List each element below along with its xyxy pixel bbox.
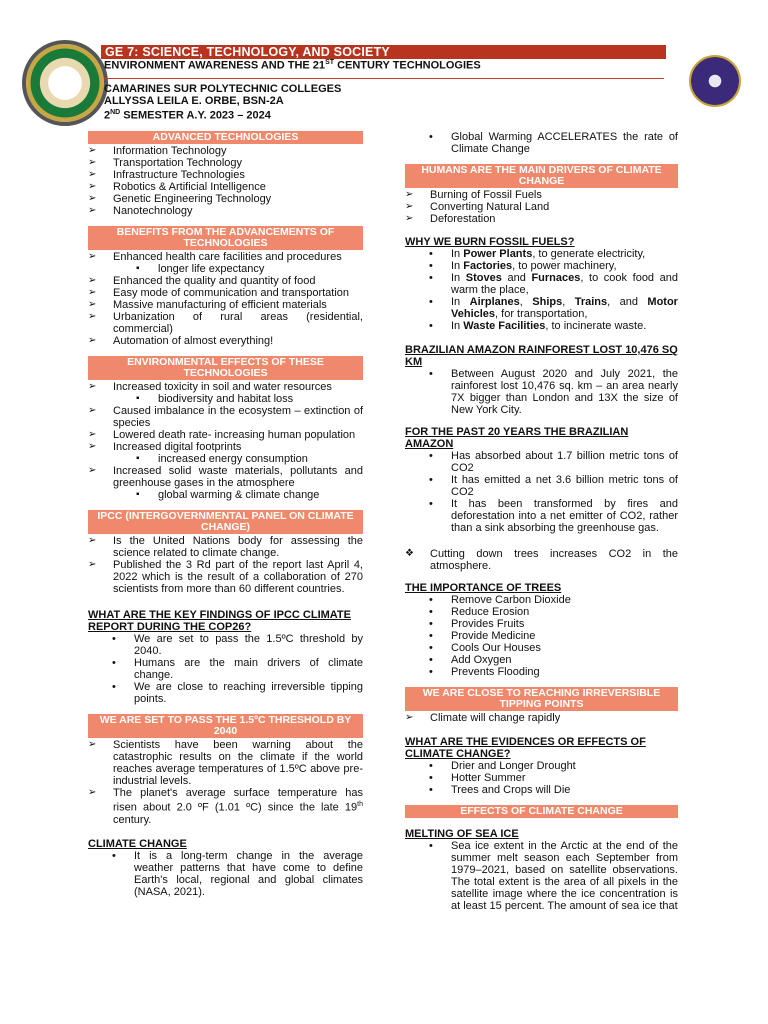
list-item: • Prevents Flooding	[405, 666, 678, 678]
list-item: • In Waste Facilities, to incinerate waste.	[405, 320, 678, 332]
topic-subtitle: ENVIRONMENT AWARENESS AND THE 21ST CENTURY TECHNOLOGIES	[104, 59, 481, 72]
list-item: ➢ Deforestation	[405, 213, 678, 225]
section-banner: WE ARE CLOSE TO REACHING IRREVERSIBLE TIPPING POINTS	[405, 687, 678, 711]
list-item: • We are close to reaching irreversible tipping points.	[88, 681, 363, 705]
list-item: ➢ Robotics & Artificial Intelligence	[88, 181, 363, 193]
list-item: ➢ Urbanization of rural areas (residential, commercial)	[88, 311, 363, 335]
list-item: ➢ Published the 3 Rd part of the report last April 4, 2022 which is the result of a collaboration of 270 scientists from more than 60 different countries.	[88, 559, 363, 595]
list-item: ➢ Increased toxicity in soil and water resources	[88, 381, 363, 393]
section-heading: THE IMPORTANCE OF TREES	[405, 582, 562, 594]
college-seal-logo	[22, 40, 108, 126]
list-item: ➢ Enhanced the quality and quantity of food	[88, 275, 363, 287]
section-banner: IPCC (INTERGOVERNMENTAL PANEL ON CLIMATE CHANGE)	[88, 510, 363, 534]
list-item: ➢ Climate will change rapidly	[405, 712, 678, 724]
list-item: • Drier and Longer Drought	[405, 760, 678, 772]
list-item: • It has emitted a net 3.6 billion metric tons of CO2	[405, 474, 678, 498]
list-item: ➢ Caused imbalance in the ecosystem – extinction of species	[88, 405, 363, 429]
threshold-list	[88, 739, 363, 826]
drivers-list	[405, 189, 678, 225]
list-item: • Sea ice extent in the Arctic at the end of the summer melt season each September from 1979–2021, based on satellite observations. The total extent is the area of all pixels in the satellite image where the ice concentration is at least 15 percent. The amount of sea ice that	[405, 840, 678, 912]
benefits-list	[88, 251, 363, 347]
section-heading: BRAZILIAN AMAZON RAINFOREST LOST 10,476 SQ KM	[405, 344, 678, 368]
trees-note	[405, 548, 678, 572]
section-heading: CLIMATE CHANGE	[88, 837, 187, 850]
section-heading: WHAT ARE THE KEY FINDINGS OF IPCC CLIMATE REPORT DURING THE COP26?	[88, 609, 351, 633]
list-item: ➢ Infrastructure Technologies	[88, 169, 363, 181]
section-banner: HUMANS ARE THE MAIN DRIVERS OF CLIMATE CHANGE	[405, 164, 678, 188]
sub-item: ▪ longer life expectancy	[88, 263, 363, 275]
author-block	[104, 83, 341, 122]
section-heading: MELTING OF SEA ICE	[405, 828, 519, 840]
list-item: ➢ Converting Natural Land	[405, 201, 678, 213]
list-item: • Reduce Erosion	[405, 606, 678, 618]
nursing-seal-logo	[689, 55, 741, 107]
list-item: • In Stoves and Furnaces, to cook food and warm the place,	[405, 272, 678, 296]
list-item: ➢ Scientists have been warning about the catastrophic results on the climate if the world reaches average temperatures of 1.5ºC above pre-industrial levels.	[88, 739, 363, 787]
key-findings-list	[88, 633, 363, 705]
list-item: • Humans are the main drivers of climate change.	[88, 657, 363, 681]
sub-item: ▪ increased energy consumption	[88, 453, 363, 465]
list-item: • Between August 2020 and July 2021, the rainforest lost 10,476 sq. km – an area nearly 7X bigger than London and 13X the size of New York City.	[405, 368, 678, 416]
list-item: ➢ Easy mode of communication and transportation	[88, 287, 363, 299]
list-item: • Cools Our Houses	[405, 642, 678, 654]
left-column	[88, 131, 363, 898]
sub-item: ▪ biodiversity and habitat loss	[88, 393, 363, 405]
list-item: ➢ Lowered death rate- increasing human population	[88, 429, 363, 441]
sub-item: ▪ global warming & climate change	[88, 489, 363, 501]
fossil-fuels-list	[405, 248, 678, 332]
section-banner: EFFECTS OF CLIMATE CHANGE	[405, 805, 678, 818]
list-item: ❖ Cutting down trees increases CO2 in the atmosphere.	[405, 548, 678, 572]
header-divider	[104, 78, 664, 79]
semester: 2ND SEMESTER A.Y. 2023 – 2024	[104, 109, 271, 122]
course-title: GE 7: SCIENCE, TECHNOLOGY, AND SOCIETY	[101, 45, 666, 59]
list-item: • It is a long-term change in the average weather patterns that have come to define Earth's local, regional and global climates (NASA, 2021).	[88, 850, 363, 898]
school-name: CAMARINES SUR POLYTECHNIC COLLEGES	[104, 83, 342, 95]
gw-list	[405, 131, 678, 155]
list-item: ➢ Nanotechnology	[88, 205, 363, 217]
section-banner: ENVIRONMENTAL EFFECTS OF THESE TECHNOLOGIES	[88, 356, 363, 380]
list-item: • Trees and Crops will Die	[405, 784, 678, 796]
list-item: • Global Warming ACCELERATES the rate of Climate Change	[405, 131, 678, 155]
section-heading: FOR THE PAST 20 YEARS THE BRAZILIAN AMAZON	[405, 426, 629, 450]
section-banner: ADVANCED TECHNOLOGIES	[88, 131, 363, 144]
env-effects-list	[88, 381, 363, 501]
list-item: ➢ The planet's average surface temperature has risen about 2.0 ºF (1.01 ºC) since the late 19th century.	[88, 787, 363, 826]
list-item: ➢ Transportation Technology	[88, 157, 363, 169]
list-item: • It has been transformed by fires and deforestation into a net emitter of CO2, rather than a sink absorbing the greenhouse gas.	[405, 498, 678, 534]
amazon-list	[405, 368, 678, 416]
list-item: ➢ Enhanced health care facilities and procedures	[88, 251, 363, 263]
list-item: • In Power Plants, to generate electricity,	[405, 248, 678, 260]
list-item: • Has absorbed about 1.7 billion metric tons of CO2	[405, 450, 678, 474]
list-item: ➢ Massive manufacturing of efficient materials	[88, 299, 363, 311]
list-item: ➢ Automation of almost everything!	[88, 335, 363, 347]
ipcc-list	[88, 535, 363, 595]
evidence-list	[405, 760, 678, 796]
section-banner: BENEFITS FROM THE ADVANCEMENTS OF TECHNOLOGIES	[88, 226, 363, 250]
list-item: ➢ Increased solid waste materials, pollutants and greenhouse gases in the atmosphere	[88, 465, 363, 489]
list-item: • Hotter Summer	[405, 772, 678, 784]
list-item: ➢ Genetic Engineering Technology	[88, 193, 363, 205]
list-item: ➢ Increased digital footprints	[88, 441, 363, 453]
list-item: • In Airplanes, Ships, Trains, and Motor Vehicles, for transportation,	[405, 296, 678, 320]
past-20-years-list	[405, 450, 678, 534]
right-column	[405, 131, 678, 912]
section-heading: WHAT ARE THE EVIDENCES OR EFFECTS OF CLIMATE CHANGE?	[405, 736, 646, 760]
list-item: • Provides Fruits	[405, 618, 678, 630]
trees-list	[405, 594, 678, 678]
list-item: • Provide Medicine	[405, 630, 678, 642]
author-name: ALLYSSA LEILA E. ORBE, BSN-2A	[104, 95, 284, 107]
sea-ice-list	[405, 840, 678, 912]
list-item: • Add Oxygen	[405, 654, 678, 666]
section-heading: WHY WE BURN FOSSIL FUELS?	[405, 236, 575, 248]
section-banner: WE ARE SET TO PASS THE 1.5ºC THRESHOLD BY 2040	[88, 714, 363, 738]
list-item: • Remove Carbon Dioxide	[405, 594, 678, 606]
advanced-tech-list	[88, 145, 363, 217]
list-item: • We are set to pass the 1.5ºC threshold by 2040.	[88, 633, 363, 657]
list-item: ➢ Information Technology	[88, 145, 363, 157]
tipping-list	[405, 712, 678, 724]
climate-change-list	[88, 850, 363, 898]
list-item: • In Factories, to power machinery,	[405, 260, 678, 272]
list-item: ➢ Is the United Nations body for assessing the science related to climate change.	[88, 535, 363, 559]
list-item: ➢ Burning of Fossil Fuels	[405, 189, 678, 201]
